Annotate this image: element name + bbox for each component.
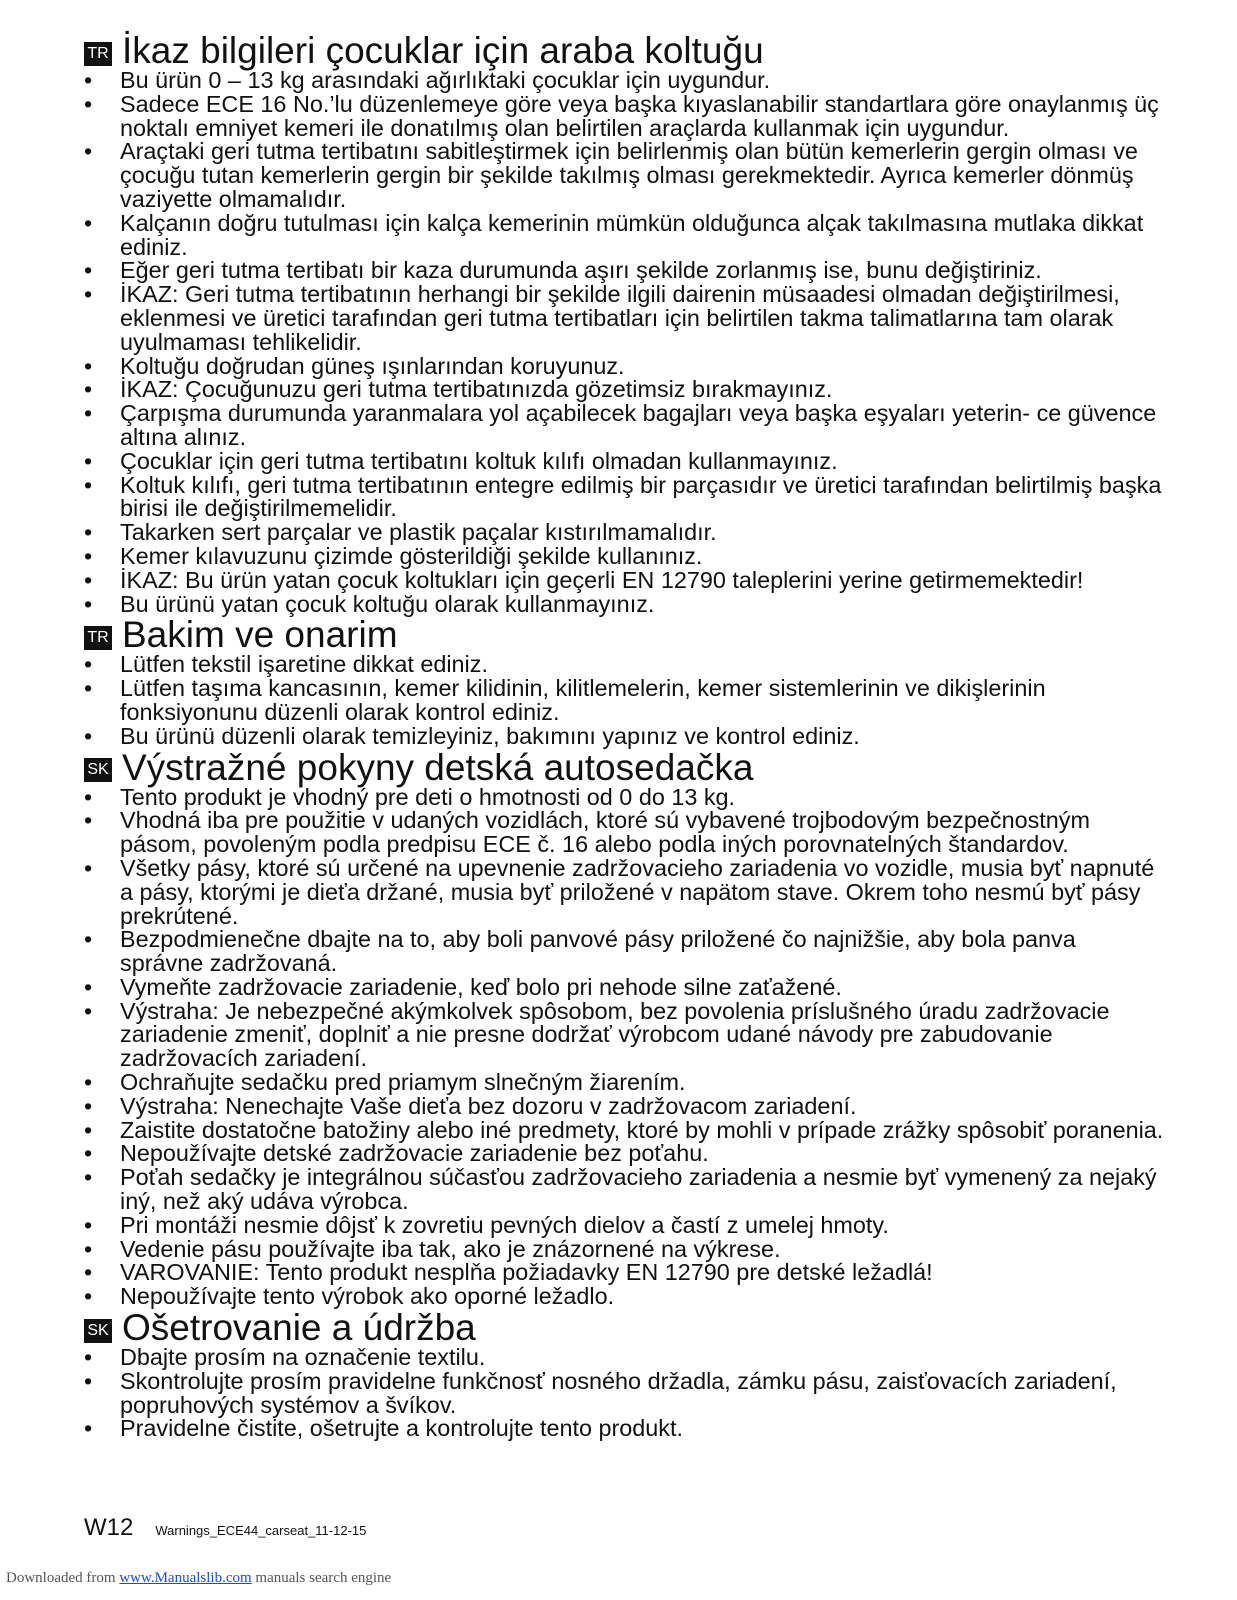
list-item [84, 1285, 1164, 1309]
bullet-icon: • [84, 651, 93, 678]
bullet-icon: • [84, 1415, 93, 1442]
bullet-icon: • [84, 590, 93, 617]
bullet-icon: • [84, 1211, 93, 1238]
list-item [84, 997, 1164, 1072]
list-item [84, 69, 1164, 93]
bullet-icon: • [84, 67, 93, 93]
list-item-text: Ochraňujte sedačku pred priamym slnečným žiarením. [120, 1069, 686, 1096]
manualslib-link[interactable]: www.Manualslib.com [119, 1570, 252, 1586]
section-tr-warnings [84, 32, 1164, 616]
download-prefix: Downloaded from [6, 1570, 116, 1586]
bullet-icon: • [84, 376, 93, 403]
list-item [84, 1235, 1164, 1262]
list-item [84, 542, 1164, 569]
list-item [84, 783, 1164, 810]
bullet-icon: • [84, 1235, 93, 1262]
bullet-icon: • [84, 1164, 93, 1191]
care-list [84, 1346, 1164, 1441]
section-title: Výstražné pokyny detská autosedačka [122, 746, 754, 788]
list-item-text: VAROVANIE: Tento produkt nesplňa požiadavky EN 12790 pre detské ležadlá! [120, 1259, 933, 1286]
list-item [84, 590, 1164, 617]
list-item [84, 1166, 1164, 1214]
section-title: Bakim ve onarim [122, 614, 398, 656]
warning-list [84, 783, 1164, 1310]
care-list [84, 653, 1164, 748]
bullet-icon: • [84, 352, 93, 379]
list-item-text: İKAZ: Çocuğunuzu geri tutma tertibatınızda gözetimsiz bırakmayınız. [120, 376, 833, 403]
list-item-text: İKAZ: Bu ürün yatan çocuk koltukları için geçerli EN 12790 taleplerini yerine getirmemektedir! [120, 566, 1084, 593]
list-item [84, 352, 1164, 379]
bullet-icon: • [84, 1069, 93, 1096]
bullet-icon: • [84, 566, 93, 593]
bullet-icon: • [84, 926, 93, 953]
list-item-text: Sadece ECE 16 No.’lu düzenlemeye göre veya başka kıyaslanabilir standartlara göre onaylanmış üç noktalı emniyet kemeri ile donatılmış olan belirtilen araçlarda kullanmak için uygundur. [120, 90, 1159, 141]
list-item [84, 521, 1164, 545]
section-heading [84, 746, 1164, 788]
list-item-text: Lütfen tekstil işaretine dikkat ediniz. [120, 651, 488, 678]
section-heading [84, 32, 1164, 69]
list-item-text: Koltuk kılıfı, geri tutma tertibatının entegre edilmiş bir parçasıdır ve üretici tarafından belirtilmiş başka birisi ile değiştirilmemelidir. [120, 471, 1162, 522]
list-item [84, 259, 1164, 283]
bullet-icon: • [84, 400, 93, 427]
language-badge: SK [84, 758, 112, 782]
bullet-icon: • [84, 209, 93, 236]
bullet-icon: • [84, 1344, 93, 1371]
bullet-icon: • [84, 1140, 93, 1167]
download-suffix: manuals search engine [251, 1570, 392, 1586]
list-item [84, 928, 1164, 976]
list-item [84, 1346, 1164, 1370]
section-title: Ošetrovanie a údržba [122, 1307, 476, 1349]
list-item-text: Bezpodmienečne dbajte na to, aby boli panvové pásy priložené čo najnižšie, aby bola panva správne zadržovaná. [120, 926, 1076, 977]
list-item [84, 209, 1164, 260]
list-item [84, 1071, 1164, 1095]
list-item [84, 1417, 1164, 1441]
bullet-icon: • [84, 257, 93, 284]
list-item-text: Çarpışma durumunda yaranmalara yol açabilecek bagajları veya başka eşyaları yeterin- ce güvence altına alınız. [120, 400, 1157, 450]
list-item-text: Bu ürünü düzenli olarak temizleyiniz, bakımını yapınız ve kontrol ediniz. [120, 722, 860, 749]
bullet-icon: • [84, 1116, 93, 1143]
bullet-icon: • [84, 997, 93, 1024]
language-badge: TR [84, 42, 112, 66]
bullet-icon: • [84, 447, 93, 474]
list-item [84, 1261, 1164, 1285]
list-item-text: Pri montáži nesmie dôjsť k zovretiu pevných dielov a častí z umelej hmoty. [120, 1211, 889, 1238]
list-item-text: Takarken sert parçalar ve plastik paçalar kıstırılmamalıdır. [120, 519, 717, 546]
list-item-text: Vedenie pásu používajte iba tak, ako je znázornené na výkrese. [120, 1235, 781, 1262]
section-heading [84, 614, 1164, 656]
list-item-text: Pravidelne čistite, ošetrujte a kontrolujte tento produkt. [120, 1415, 683, 1442]
section-tr-care [84, 616, 1164, 748]
bullet-icon: • [84, 1092, 93, 1119]
list-item [84, 1211, 1164, 1238]
bullet-icon: • [84, 281, 93, 308]
list-item-text: Vhodná iba pre použitie v udaných vozidlách, ktoré sú vybavené trojbodovým bezpečnostným pásom, povoleným podla predpisu ECE č. 16 alebo podla iných porovnatelných štandardov. [120, 807, 1090, 858]
bullet-icon: • [84, 1259, 93, 1286]
list-item-text: Bu ürünü yatan çocuk koltuğu olarak kullanmayınız. [120, 590, 655, 617]
page-number: W12 [84, 1514, 134, 1541]
language-badge: SK [84, 1319, 112, 1343]
list-item [84, 1092, 1164, 1119]
list-item [84, 722, 1164, 749]
list-item-text: Lütfen taşıma kancasının, kemer kilidinin, kilitlemelerin, kemer sistemlerinin ve dikişlerinin fonksiyonunu düzenli olarak kontrol ediniz. [120, 675, 1046, 725]
list-item-text: Všetky pásy, ktoré sú určené na upevnenie zadržovacieho zariadenia vo vozidle, musia byť napnuté a pásy, ktorými je dieťa držané, musia byť priložené v napätom stave. Okrem toho nesmú byť pásy prekrútené. [120, 854, 1155, 929]
list-item [84, 809, 1164, 857]
list-item [84, 973, 1164, 1000]
section-sk-care [84, 1309, 1164, 1441]
list-item-text: Skontrolujte prosím pravidelne funkčnosť nosného držadla, zámku pásu, zaisťovacích zariadení, popruhových systémov a švíkov. [120, 1367, 1117, 1418]
bullet-icon: • [84, 519, 93, 546]
document-id: Warnings_ECE44_carseat_11-12-15 [155, 1523, 367, 1538]
bullet-icon: • [84, 542, 93, 569]
list-item [84, 677, 1164, 725]
bullet-icon: • [84, 471, 93, 498]
list-item [84, 566, 1164, 593]
bullet-icon: • [84, 1283, 93, 1310]
list-item-text: Bu ürün 0 – 13 kg arasındaki ağırlıktaki çocuklar için uygundur. [120, 67, 771, 93]
download-notice [6, 1570, 391, 1587]
list-item-text: Výstraha: Nenechajte Vaše dieťa bez dozoru v zadržovacom zariadení. [120, 1092, 857, 1119]
document-body [84, 32, 1164, 1441]
list-item [84, 1116, 1164, 1143]
list-item-text: Nepoužívajte tento výrobok ako oporné ležadlo. [120, 1283, 615, 1310]
language-badge: TR [84, 626, 112, 650]
section-title: İkaz bilgileri çocuklar için araba koltuğu [122, 30, 764, 71]
list-item [84, 471, 1164, 522]
section-sk-warnings [84, 746, 1164, 1310]
list-item-text: Çocuklar için geri tutma tertibatını koltuk kılıfı olmadan kullanmayınız. [120, 447, 838, 474]
bullet-icon: • [84, 722, 93, 749]
bullet-icon: • [84, 90, 93, 117]
page-footer [84, 1514, 366, 1542]
warning-list [84, 69, 1164, 616]
list-item-text: Araçtaki geri tutma tertibatını sabitleştirmek için belirlenmiş olan bütün kemerlerin gergin olması ve çocuğu tutan kemerlerin gergin bir şekilde takılmış olması gerekmektedir. Ayrıca kemerler dönmüş vaziyette olmamalıdır. [120, 138, 1138, 212]
list-item-text: Tento produkt je vhodný pre deti o hmotnosti od 0 do 13 kg. [120, 783, 736, 810]
list-item-text: İKAZ: Geri tutma tertibatının herhangi bir şekilde ilgili dairenin müsaadesi olmadan değiştirilmesi, eklenmesi ve üretici tarafından geri tutma tertibatları için belirtilen takma talimatlarına tam olarak uyulmaması tehlikelidir. [120, 281, 1120, 355]
list-item-text: Výstraha: Je nebezpečné akýmkolvek spôsobom, bez povolenia príslušného úradu zadržovacie zariadenie zmeniť, doplniť a nie presne dodržať výrobcom udané návody pre zabudovanie zadržovacích zariadení. [120, 997, 1110, 1072]
list-item [84, 1142, 1164, 1166]
list-item [84, 378, 1164, 402]
bullet-icon: • [84, 973, 93, 1000]
bullet-icon: • [84, 783, 93, 810]
list-item [84, 854, 1164, 929]
list-item [84, 90, 1164, 141]
list-item [84, 447, 1164, 474]
bullet-icon: • [84, 138, 93, 165]
list-item-text: Dbajte prosím na označenie textilu. [120, 1344, 486, 1371]
list-item-text: Zaistite dostatočne batožiny alebo iné predmety, ktoré by mohli v prípade zrážky spôsobiť poranenia. [120, 1116, 1164, 1143]
bullet-icon: • [84, 675, 93, 702]
list-item [84, 283, 1164, 354]
list-item-text: Nepoužívajte detské zadržovacie zariadenie bez poťahu. [120, 1140, 709, 1167]
list-item [84, 140, 1164, 211]
bullet-icon: • [84, 1367, 93, 1394]
list-item-text: Koltuğu doğrudan güneş ışınlarından koruyunuz. [120, 352, 625, 379]
list-item [84, 653, 1164, 677]
bullet-icon: • [84, 807, 93, 834]
list-item [84, 1367, 1164, 1418]
list-item-text: Kemer kılavuzunu çizimde gösterildiği şekilde kullanınız. [120, 542, 703, 569]
list-item-text: Kalçanın doğru tutulması için kalça kemerinin mümkün olduğunca alçak takılmasına mutlaka dikkat ediniz. [120, 209, 1144, 260]
section-heading [84, 1307, 1164, 1349]
list-item-text: Poťah sedačky je integrálnou súčasťou zadržovacieho zariadenia a nesmie byť vymenený za nejaký iný, než aký udáva výrobca. [120, 1164, 1157, 1215]
list-item [84, 402, 1164, 450]
list-item-text: Vymeňte zadržovacie zariadenie, keď bolo pri nehode silne zaťažené. [120, 973, 842, 1000]
bullet-icon: • [84, 854, 93, 881]
list-item-text: Eğer geri tutma tertibatı bir kaza durumunda aşırı şekilde zorlanmış ise, bunu değiştiriniz. [120, 257, 1042, 284]
